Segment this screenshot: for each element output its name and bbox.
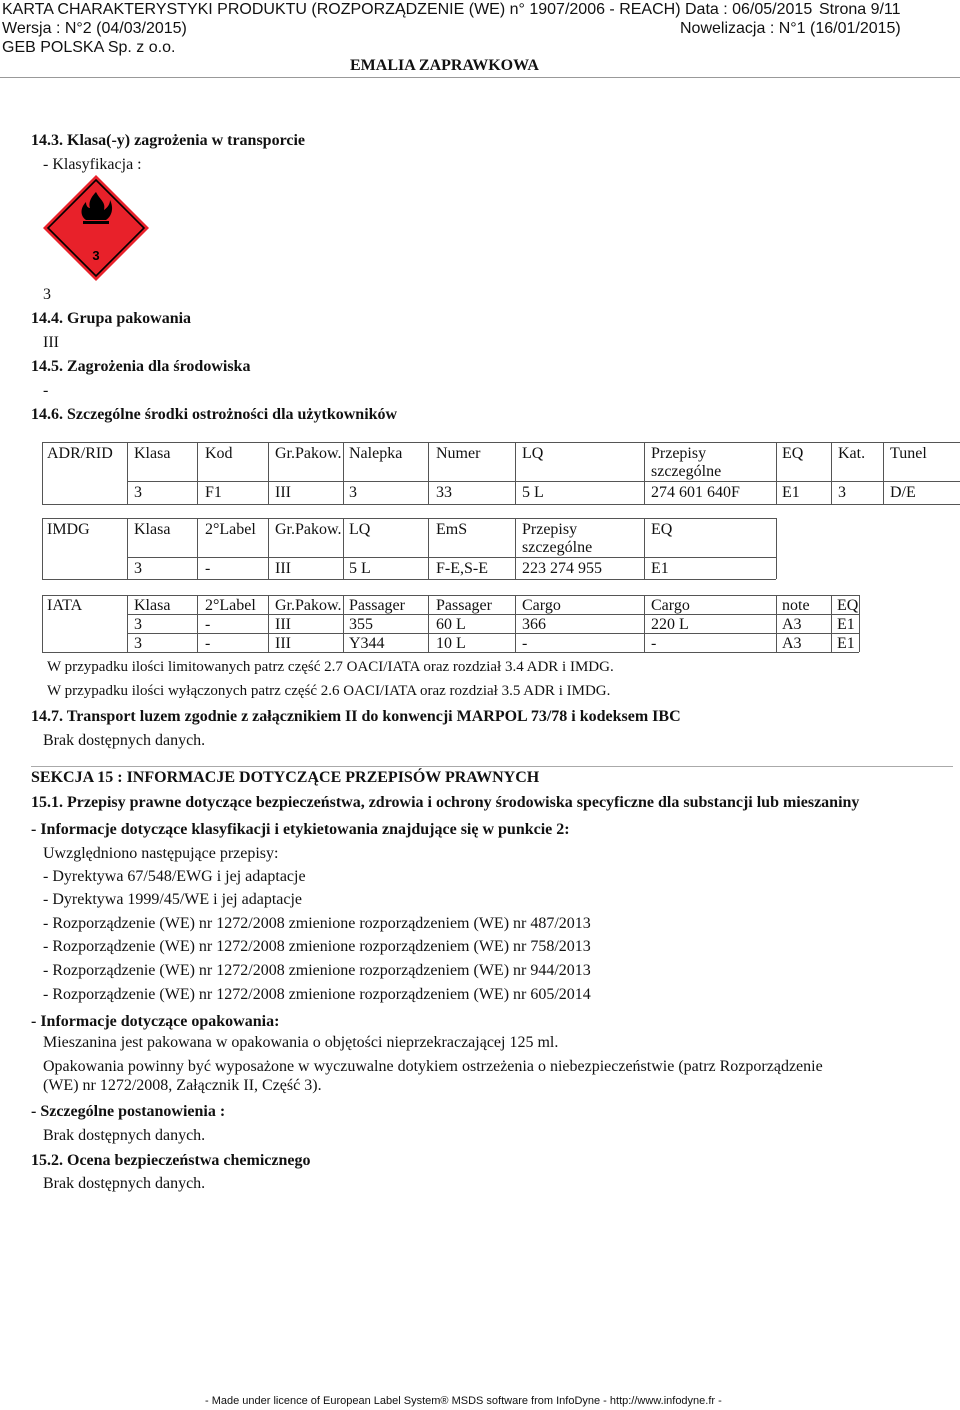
adr-cell: 33 [436, 484, 452, 501]
regulations-intro: Uwzględniono następujące przepisy: [43, 845, 279, 862]
section-14-5-title: 14.5. Zagrożenia dla środowiska [31, 358, 251, 375]
imdg-cell: F-E,S-E [436, 560, 488, 577]
adr-header-lq: LQ [522, 445, 544, 462]
classification-info-title: - Informacje dotyczące klasyfikacji i etykietowania znajdujące się w punkcie 2: [31, 821, 570, 838]
iata-cell: - [205, 635, 211, 652]
header-page: Strona 9/11 [819, 1, 901, 18]
section-14-3-title: 14.3. Klasa(-y) zagrożenia w transporcie [31, 132, 306, 149]
iata-cell: 355 [349, 616, 373, 633]
regulation-item: - Rozporządzenie (WE) nr 1272/2008 zmienione rozporządzeniem (WE) nr 605/2014 [43, 986, 591, 1003]
document-title: KARTA CHARAKTERYSTYKI PRODUKTU (ROZPORZĄDZENIE (WE) n° 1907/2006 - REACH) [2, 1, 681, 18]
iata-cell: - [522, 635, 528, 652]
environment-hazard-value: - [43, 382, 49, 399]
packing-group-value: III [43, 334, 59, 351]
packaging-info-title: - Informacje dotyczące opakowania: [31, 1013, 280, 1030]
iata-header-label2: 2°Label [205, 597, 256, 614]
iata-cell: III [275, 616, 291, 633]
section-15-divider [31, 766, 953, 767]
imdg-cell: 5 L [349, 560, 371, 577]
iata-cell: E1 [837, 616, 855, 633]
adr-cell: 3 [838, 484, 846, 501]
adr-header-provisions-2: szczególne [651, 463, 722, 480]
adr-header-mode: ADR/RID [47, 445, 113, 462]
transport-class-value: 3 [43, 286, 51, 303]
section-14-7-text: Brak dostępnych danych. [43, 732, 206, 749]
adr-header-eq: EQ [782, 445, 804, 462]
iata-cell: E1 [837, 635, 855, 652]
iata-header-passenger-instr: Passager [349, 597, 405, 614]
section-14-4-title: 14.4. Grupa pakowania [31, 310, 192, 327]
imdg-header-label2: 2°Label [205, 521, 256, 538]
special-provisions-text: Brak dostępnych danych. [43, 1127, 206, 1144]
adr-header-number: Numer [436, 445, 481, 462]
imdg-header-mode: IMDG [47, 521, 90, 538]
imdg-cell: 3 [134, 560, 142, 577]
adr-cell: 5 L [522, 484, 544, 501]
regulation-item: - Dyrektywa 67/548/EWG i jej adaptacje [43, 868, 306, 885]
regulation-item: - Rozporządzenie (WE) nr 1272/2008 zmienione rozporządzeniem (WE) nr 944/2013 [43, 962, 591, 979]
iata-cell: A3 [782, 635, 802, 652]
imdg-cell: - [205, 560, 211, 577]
imdg-cell: 223 274 955 [522, 560, 602, 577]
adr-header-provisions: Przepisy [651, 445, 707, 462]
iata-cell: 3 [134, 635, 142, 652]
iata-cell: 366 [522, 616, 546, 633]
imdg-header-ems: EmS [436, 521, 468, 538]
iata-header-cargo-instr: Cargo [522, 597, 561, 614]
imdg-header-provisions-2: szczególne [522, 539, 593, 556]
section-15-1-title: 15.1. Przepisy prawne dotyczące bezpieczeństwa, zdrowia i ochrony środowiska specyficzne dla substancji lub mieszaniny [31, 794, 860, 811]
adr-header-class: Klasa [134, 445, 171, 462]
imdg-cell: III [275, 560, 291, 577]
iata-header-eq: EQ [837, 597, 859, 614]
header-divider [0, 77, 960, 78]
section-15-2-text: Brak dostępnych danych. [43, 1175, 206, 1192]
adr-cell: III [275, 484, 291, 501]
iata-note-limited: W przypadku ilości limitowanych patrz część 2.7 OACI/IATA oraz rozdział 3.4 ADR i IMDG. [47, 659, 614, 675]
adr-header-packing: Gr.Pakow. [275, 445, 342, 462]
adr-header-label: Nalepka [349, 445, 403, 462]
imdg-header-lq: LQ [349, 521, 371, 538]
packaging-warning-text: Opakowania powinny być wyposażone w wyczuwalne dotykiem ostrzeżenia o niebezpieczeństwie (patrz Rozporządzenie [43, 1058, 823, 1075]
adr-header-code: Kod [205, 445, 233, 462]
iata-cell: A3 [782, 616, 802, 633]
header-company: GEB POLSKA Sp. z o.o. [2, 39, 176, 56]
imdg-header-class: Klasa [134, 521, 171, 538]
iata-cell: - [205, 616, 211, 633]
adr-cell: D/E [890, 484, 916, 501]
adr-cell: E1 [782, 484, 800, 501]
adr-cell: 3 [134, 484, 142, 501]
iata-cell: Y344 [349, 635, 385, 652]
flammable-pictogram [40, 172, 152, 284]
adr-header-category: Kat. [838, 445, 866, 462]
header-version: Wersja : N°2 (04/03/2015) [2, 20, 187, 37]
adr-cell: 3 [349, 484, 357, 501]
imdg-header-provisions: Przepisy [522, 521, 578, 538]
iata-cell: - [651, 635, 657, 652]
section-15-title: SEKCJA 15 : INFORMACJE DOTYCZĄCE PRZEPISÓW PRAWNYCH [31, 769, 540, 786]
iata-cell: 3 [134, 616, 142, 633]
pictogram-class-number: 3 [92, 248, 100, 263]
adr-cell: 274 601 640F [651, 484, 740, 501]
iata-header-note: note [782, 597, 810, 614]
classification-label: - Klasyfikacja : [43, 156, 142, 173]
section-14-7-title: 14.7. Transport luzem zgodnie z załącznikiem II do konwencji MARPOL 73/78 i kodeksem IBC [31, 708, 681, 725]
header-date: Data : 06/05/2015 [685, 1, 813, 18]
section-15-2-title: 15.2. Ocena bezpieczeństwa chemicznego [31, 1152, 311, 1169]
section-14-6-title: 14.6. Szczególne środki ostrożności dla użytkowników [31, 406, 398, 423]
packaging-warning-text-2: (WE) nr 1272/2008, Załącznik II, Część 3). [43, 1077, 322, 1094]
regulation-item: - Rozporządzenie (WE) nr 1272/2008 zmienione rozporządzeniem (WE) nr 487/2013 [43, 915, 591, 932]
iata-header-mode: IATA [47, 597, 83, 614]
iata-cell: 60 L [436, 616, 466, 633]
regulation-item: - Rozporządzenie (WE) nr 1272/2008 zmienione rozporządzeniem (WE) nr 758/2013 [43, 938, 591, 955]
iata-note-excepted: W przypadku ilości wyłączonych patrz część 2.6 OACI/IATA oraz rozdział 3.5 ADR i IMDG. [47, 683, 611, 699]
header-revision: Nowelizacja : N°1 (16/01/2015) [680, 20, 901, 37]
imdg-cell: E1 [651, 560, 669, 577]
special-provisions-title: - Szczególne postanowienia : [31, 1103, 226, 1120]
regulation-item: - Dyrektywa 1999/45/WE i jej adaptacje [43, 891, 303, 908]
iata-header-passenger-qty: Passager [436, 597, 492, 614]
iata-header-cargo-qty: Cargo [651, 597, 690, 614]
footer-licence: - Made under licence of European Label System® MSDS software from InfoDyne - http://www.infodyne.fr - [205, 1395, 722, 1407]
header-product: EMALIA ZAPRAWKOWA [350, 57, 539, 74]
iata-cell: 10 L [436, 635, 466, 652]
adr-cell: F1 [205, 484, 222, 501]
imdg-header-eq: EQ [651, 521, 673, 538]
iata-header-packing: Gr.Pakow. [275, 597, 342, 614]
imdg-header-packing: Gr.Pakow. [275, 521, 342, 538]
iata-header-class: Klasa [134, 597, 171, 614]
iata-cell: III [275, 635, 291, 652]
iata-cell: 220 L [651, 616, 689, 633]
packaging-text: Mieszanina jest pakowana w opakowania o objętości nieprzekraczającej 125 ml. [43, 1034, 559, 1051]
adr-header-tunnel: Tunel [890, 445, 927, 462]
